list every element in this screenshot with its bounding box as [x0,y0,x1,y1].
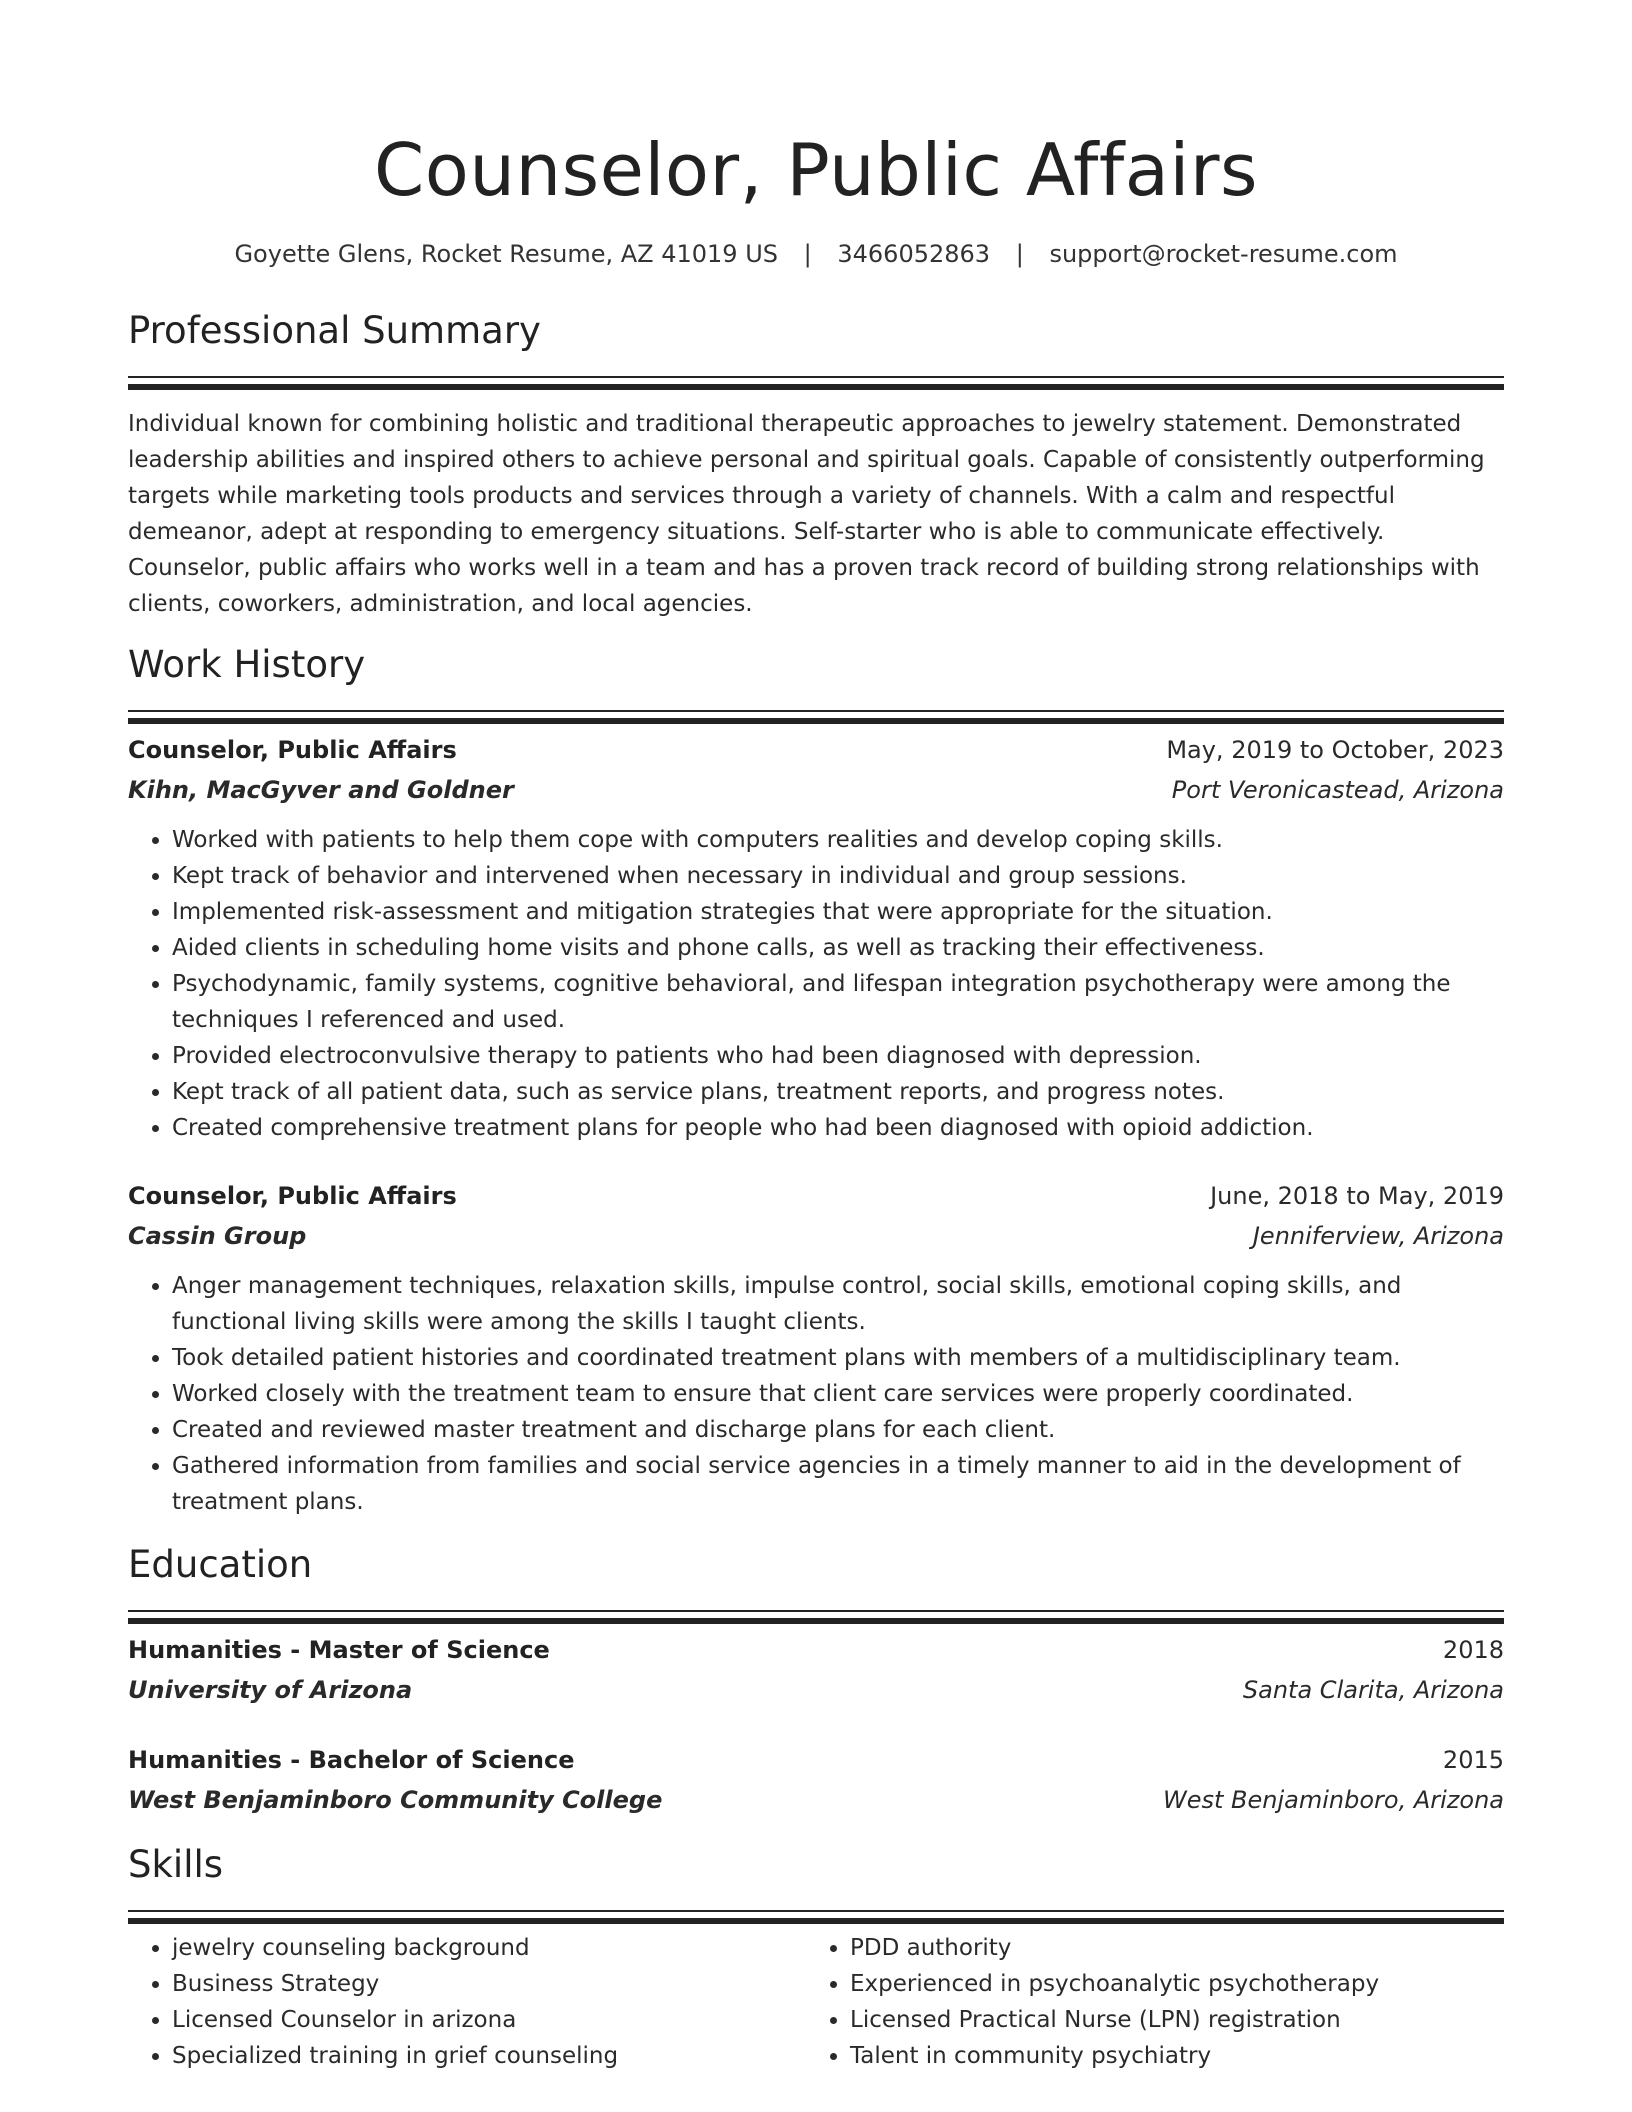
skills-section [128,1842,1504,2074]
summary-text: Individual known for combining holistic and traditional therapeutic approaches to jewelry statement. Demonstrated leadership abilities and inspired others to achieve personal and spiritual goals. Capable of consistently outperforming targets while marketing tools products and services through a variety of channels. With a calm and respectful demeanor, adept at responding to emergency situations. Self-starter who is able to communicate effectively. Counselor, public affairs who works well in a team and has a proven track record of building strong relationships with clients, coworkers, administration, and local agencies. [128,411,1485,617]
education-degree: Humanities - Bachelor of Science [128,1746,575,1774]
job-title: Counselor, Public Affairs [128,1182,457,1210]
education-section [128,1542,1504,1820]
list-item: • Created and reviewed master treatment and discharge plans for each client. [172,1412,1504,1448]
education-degree: Humanities - Master of Science [128,1636,550,1664]
section-divider [128,1610,1504,1612]
contact-separator: | [1015,240,1024,268]
section-divider [128,710,1504,712]
job-entry [128,730,1504,1146]
education-heading: Education [128,1543,313,1586]
contact-email: support@rocket-resume.com [1049,240,1398,268]
contact-address: Goyette Glens, Rocket Resume, AZ 41019 US [234,240,778,268]
job-duties-list [128,822,1504,1146]
list-item: • Anger management techniques, relaxation skills, impulse control, social skills, emotional coping skills, and functional living skills were among the skills I taught clients. [172,1268,1504,1340]
list-item: • Aided clients in scheduling home visits and phone calls, as well as tracking their effectiveness. [172,930,1504,966]
list-item: • Worked with patients to help them cope with computers realities and develop coping skills. [172,822,1504,858]
contact-separator: | [803,240,812,268]
education-entry [128,1740,1504,1820]
contact-phone: 3466052863 [837,240,991,268]
skills-column-left [128,1930,806,2074]
list-item: • Experienced in psychoanalytic psychotherapy [850,1966,1484,2002]
education-entry [128,1630,1504,1710]
education-year: 2015 [1442,1746,1504,1774]
skills-column-right [806,1930,1484,2074]
list-item: • Created comprehensive treatment plans for people who had been diagnosed with opioid addiction. [172,1110,1504,1146]
candidate-name: Counselor, Public Affairs [374,128,1258,212]
list-item: • Business Strategy [172,1966,806,2002]
job-entry [128,1176,1504,1520]
list-item: • Worked closely with the treatment team to ensure that client care services were properly coordinated. [172,1376,1504,1412]
job-title: Counselor, Public Affairs [128,736,457,764]
education-school: West Benjaminboro Community College [128,1786,663,1814]
education-year: 2018 [1442,1636,1504,1664]
section-divider [128,1910,1504,1912]
skills-grid [128,1930,1504,2074]
summary-section [128,308,1504,622]
list-item: • Licensed Counselor in arizona [172,2002,806,2038]
job-employer: Cassin Group [128,1222,307,1250]
education-location: West Benjaminboro, Arizona [1163,1786,1504,1814]
list-item: • Provided electroconvulsive therapy to patients who had been diagnosed with depression. [172,1038,1504,1074]
list-item: • Psychodynamic, family systems, cognitive behavioral, and lifespan integration psychotherapy were among the techniques I referenced and used. [172,966,1504,1038]
skills-heading: Skills [128,1843,224,1886]
resume-page [128,0,1504,2074]
job-location: Jenniferview, Arizona [1252,1222,1504,1250]
list-item: • Licensed Practical Nurse (LPN) registration [850,2002,1484,2038]
work-history-section [128,642,1504,1520]
contact-line [128,238,1504,270]
job-employer: Kihn, MacGyver and Goldner [128,776,514,804]
list-item: • Specialized training in grief counseling [172,2038,806,2074]
list-item: • Gathered information from families and social service agencies in a timely manner to aid in the development of treatment plans. [172,1448,1504,1520]
list-item: • Took detailed patient histories and coordinated treatment plans with members of a multidisciplinary team. [172,1340,1504,1376]
summary-heading: Professional Summary [128,309,541,352]
education-location: Santa Clarita, Arizona [1242,1676,1504,1704]
job-location: Port Veronicastead, Arizona [1171,776,1504,804]
list-item: • PDD authority [850,1930,1484,1966]
section-divider [128,376,1504,378]
list-item: • Implemented risk-assessment and mitigation strategies that were appropriate for the situation. [172,894,1504,930]
list-item: • Kept track of all patient data, such as service plans, treatment reports, and progress notes. [172,1074,1504,1110]
list-item: • Talent in community psychiatry [850,2038,1484,2074]
list-item: • jewelry counseling background [172,1930,806,1966]
education-school: University of Arizona [128,1676,413,1704]
job-dates: June, 2018 to May, 2019 [1210,1182,1504,1210]
work-history-heading: Work History [128,643,366,686]
list-item: • Kept track of behavior and intervened when necessary in individual and group sessions. [172,858,1504,894]
job-dates: May, 2019 to October, 2023 [1166,736,1504,764]
job-duties-list [128,1268,1504,1520]
